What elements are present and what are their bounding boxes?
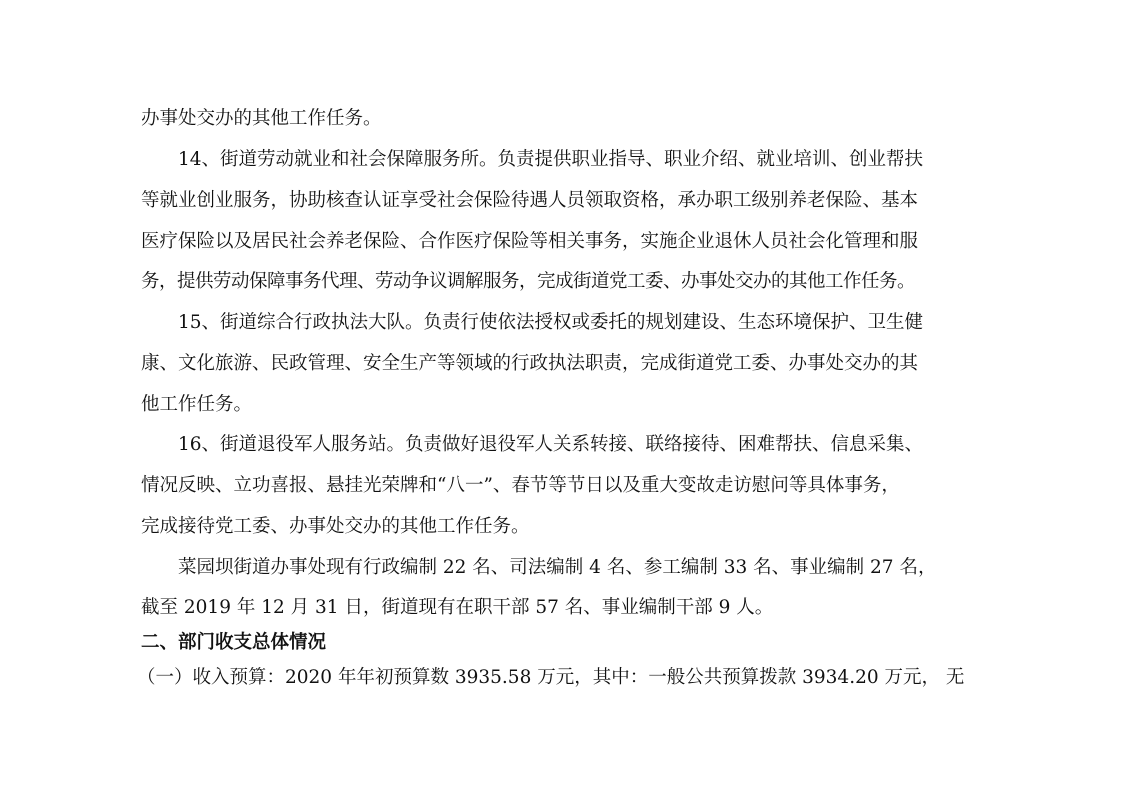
paragraph-line: 医疗保险以及居民社会养老保险、合作医疗保险等相关事务，实施企业退休人员社会化管理和服: [141, 231, 919, 252]
section-heading: 二、部门收支总体情况: [141, 632, 327, 653]
paragraph-line: 菜园坝街道办事处现有行政编制 22 名、司法编制 4 名、参工编制 33 名、事业编制 27 名，: [178, 557, 937, 578]
paragraph-line: 情况反映、立功喜报、悬挂光荣牌和“八一”、春节等节日以及重大变故走访慰问等具体事务，: [141, 475, 900, 496]
paragraph-line: 完成接待党工委、办事处交办的其他工作任务。: [141, 516, 530, 537]
income-budget-line: （一）收入预算：2020 年年初预算数 3935.58 万元，其中：一般公共预算拨款 3934.20 万元， 无: [137, 667, 965, 688]
paragraph-line: 15、街道综合行政执法大队。负责行使依法授权或委托的规划建设、生态环境保护、卫生健: [178, 312, 924, 333]
paragraph-line: 14、街道劳动就业和社会保障服务所。负责提供职业指导、职业介绍、就业培训、创业帮扶: [178, 149, 924, 170]
paragraph-line: 务，提供劳动保障事务代理、劳动争议调解服务，完成街道党工委、办事处交办的其他工作任务。: [141, 271, 916, 292]
paragraph-line: 16、街道退役军人服务站。负责做好退役军人关系转接、联络接待、困难帮扶、信息采集、: [178, 434, 924, 455]
paragraph-line: 办事处交办的其他工作任务。: [141, 108, 382, 129]
paragraph-line: 等就业创业服务，协助核查认证享受社会保险待遇人员领取资格，承办职工级别养老保险、基本: [141, 190, 919, 211]
paragraph-line: 康、文化旅游、民政管理、安全生产等领域的行政执法职责，完成街道党工委、办事处交办的其: [141, 353, 919, 374]
paragraph-line: 截至 2019 年 12 月 31 日，街道现有在职干部 57 名、事业编制干部 9 人。: [141, 597, 774, 618]
paragraph-line: 他工作任务。: [141, 394, 253, 415]
